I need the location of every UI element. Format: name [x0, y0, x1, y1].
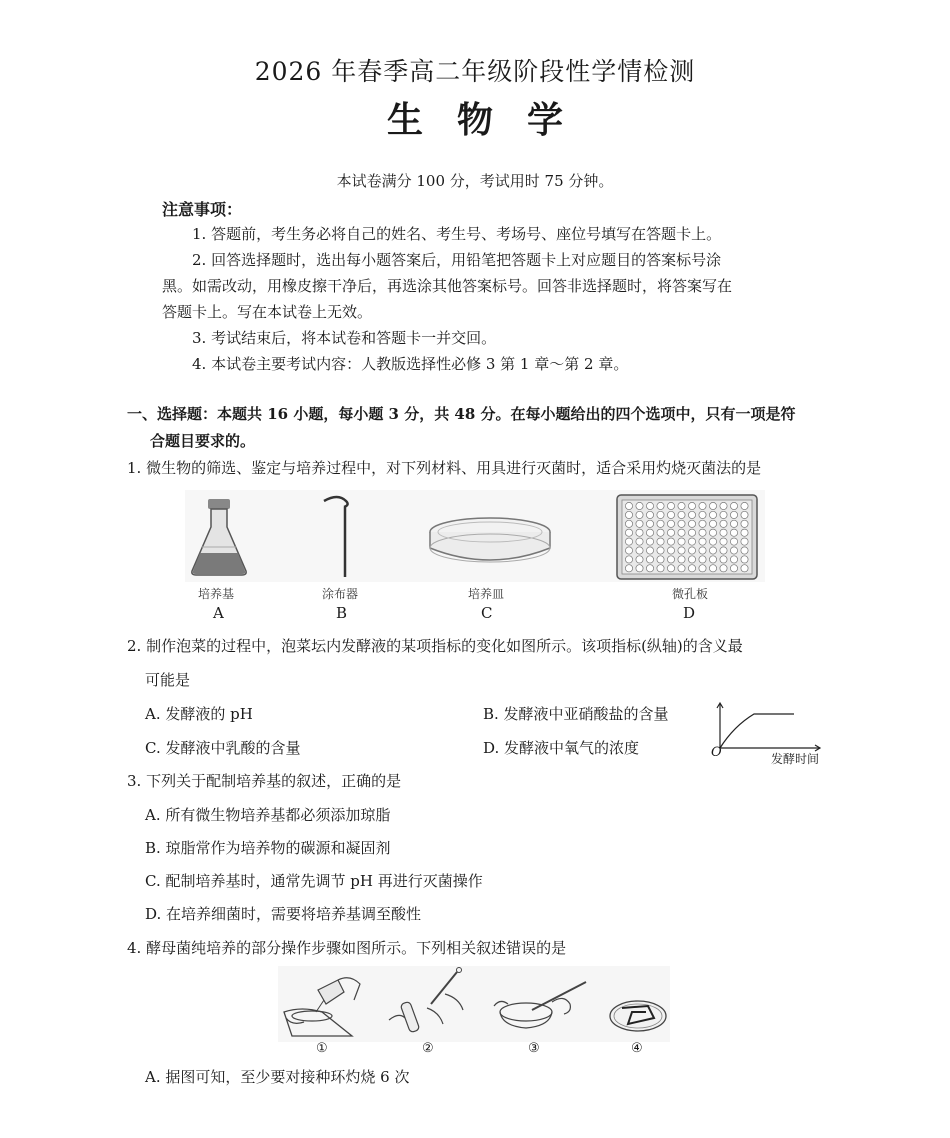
microplate-well: [720, 538, 727, 545]
microplate-well: [657, 556, 664, 563]
microplate-well: [657, 529, 664, 536]
microplate-well: [688, 502, 695, 509]
microplate-well: [720, 565, 727, 572]
q2-option-a: A. 发酵液的 pH: [145, 705, 253, 723]
microplate-well: [699, 556, 706, 563]
microplate-well: [667, 511, 674, 518]
microplate-well: [667, 529, 674, 536]
notice-item-4: 4. 本试卷主要考试内容：人教版选择性必修 3 第 1 章～第 2 章。: [192, 355, 629, 373]
q4-step-2: ②: [422, 1041, 434, 1056]
microplate-well: [678, 538, 685, 545]
microplate-well: [667, 502, 674, 509]
microplate-well: [699, 547, 706, 554]
microplate-well: [730, 565, 737, 572]
microplate-well: [636, 511, 643, 518]
microplate-well: [657, 538, 664, 545]
microplate-well: [657, 502, 664, 509]
microplate-well: [646, 511, 653, 518]
microplate-well: [678, 547, 685, 554]
microplate-well: [730, 502, 737, 509]
section-heading-line-1: 一、选择题：本题共 16 小题，每小题 3 分，共 48 分。在每小题给出的四个选项中，只有一项是符: [127, 405, 796, 423]
microplate-well: [636, 538, 643, 545]
microplate-well: [709, 520, 716, 527]
spreader-icon: [318, 495, 358, 579]
microplate-well: [678, 502, 685, 509]
exam-title: 2026 年春季高二年级阶段性学情检测: [254, 57, 696, 86]
microplate-well: [741, 502, 748, 509]
microplate-well: [720, 520, 727, 527]
microplate-well: [741, 547, 748, 554]
q2-stem-line-2: 可能是: [145, 671, 191, 689]
microplate-well: [646, 565, 653, 572]
q2-option-c: C. 发酵液中乳酸的含量: [145, 739, 301, 757]
microplate-well: [688, 565, 695, 572]
microplate-well: [699, 538, 706, 545]
q3-option-d: D. 在培养细菌时，需要将培养基调至酸性: [145, 905, 422, 923]
microplate-well: [709, 502, 716, 509]
microplate-well: [730, 511, 737, 518]
microplate-well: [667, 547, 674, 554]
q1-option-b: B: [336, 604, 348, 622]
microplate-well: [688, 547, 695, 554]
microplate-well: [741, 511, 748, 518]
microplate-well: [625, 538, 632, 545]
q4-step-1: ①: [316, 1041, 328, 1056]
q3-option-c: C. 配制培养基时，通常先调节 pH 再进行灭菌操作: [145, 872, 483, 890]
q4-option-a: A. 据图可知，至少要对接种环灼烧 6 次: [145, 1068, 410, 1086]
microplate-well: [625, 529, 632, 536]
microplate-well: [625, 520, 632, 527]
subject-title: 生物学: [386, 99, 597, 141]
q4-step-4: ④: [631, 1041, 643, 1056]
microplate-icon: [616, 494, 758, 580]
microplate-well: [730, 529, 737, 536]
q4-stem: 4. 酵母菌纯培养的部分操作步骤如图所示。下列相关叙述错误的是: [127, 939, 567, 957]
microplate-well: [678, 556, 685, 563]
q2-stem-line-1: 2. 制作泡菜的过程中，泡菜坛内发酵液的某项指标的变化如图所示。该项指标(纵轴)的含义最: [127, 637, 743, 655]
microplate-well: [699, 511, 706, 518]
microplate-well: [678, 529, 685, 536]
q1-caption-a: 培养基: [198, 587, 235, 601]
microplate-well: [688, 556, 695, 563]
q1-option-c: C: [481, 604, 493, 622]
q1-caption-d: 微孔板: [672, 587, 709, 601]
microplate-well: [741, 556, 748, 563]
petri-dish-icon: [425, 510, 555, 570]
microplate-well: [709, 511, 716, 518]
microplate-well: [741, 538, 748, 545]
microplate-well: [678, 511, 685, 518]
microplate-well: [741, 520, 748, 527]
q1-option-d: D: [683, 604, 696, 622]
microplate-well: [678, 520, 685, 527]
q2-graph-xlabel: 发酵时间: [771, 752, 820, 766]
microplate-well: [699, 565, 706, 572]
microplate-well: [720, 547, 727, 554]
microplate-well: [709, 538, 716, 545]
microplate-well: [720, 556, 727, 563]
q1-caption-b: 涂布器: [322, 587, 359, 601]
step1-pouring-icon: [282, 970, 372, 1040]
microplate-well: [678, 565, 685, 572]
q1-caption-c: 培养皿: [468, 587, 505, 601]
microplate-well: [636, 547, 643, 554]
notice-heading: 注意事项：: [162, 200, 243, 219]
step4-streaked-plate-icon: [608, 998, 668, 1036]
microplate-well: [657, 511, 664, 518]
microplate-well: [636, 529, 643, 536]
q1-option-a: A: [213, 604, 224, 622]
microplate-well: [709, 565, 716, 572]
microplate-well: [625, 502, 632, 509]
microplate-well: [636, 502, 643, 509]
q2-graph: [712, 702, 822, 752]
step3-streaking-icon: [492, 976, 592, 1038]
microplate-well: [646, 520, 653, 527]
microplate-well: [646, 556, 653, 563]
exam-info: 本试卷满分 100 分，考试用时 75 分钟。: [336, 172, 614, 190]
microplate-well: [657, 547, 664, 554]
notice-item-3: 3. 考试结束后，将本试卷和答题卡一并交回。: [192, 329, 497, 347]
microplate-well: [709, 529, 716, 536]
microplate-well: [720, 502, 727, 509]
notice-item-2-line-3: 答题卡上。写在本试卷上无效。: [162, 303, 373, 321]
q2-curve: [720, 714, 794, 748]
microplate-well: [688, 529, 695, 536]
microplate-well: [667, 538, 674, 545]
microplate-well: [625, 547, 632, 554]
microplate-well: [625, 556, 632, 563]
microplate-well: [730, 556, 737, 563]
microplate-well: [720, 529, 727, 536]
q1-stem: 1. 微生物的筛选、鉴定与培养过程中，对下列材料、用具进行灭菌时，适合采用灼烧灭菌法的是: [127, 459, 762, 477]
microplate-well: [688, 511, 695, 518]
microplate-well: [688, 538, 695, 545]
flask-icon: [188, 497, 250, 577]
q2-option-b: B. 发酵液中亚硝酸盐的含量: [483, 705, 669, 723]
step2-tube-loop-icon: [383, 968, 473, 1040]
q2-graph-origin: O: [711, 745, 722, 760]
microplate-well: [646, 502, 653, 509]
microplate-well: [657, 565, 664, 572]
microplate-well: [709, 547, 716, 554]
notice-item-1: 1. 答题前，考生务必将自己的姓名、考生号、考场号、座位号填写在答题卡上。: [192, 225, 722, 243]
microplate-well: [636, 565, 643, 572]
microplate-well: [730, 538, 737, 545]
microplate-well: [625, 565, 632, 572]
microplate-well: [741, 529, 748, 536]
q3-stem: 3. 下列关于配制培养基的叙述，正确的是: [127, 772, 402, 790]
section-heading-line-2: 合题目要求的。: [150, 432, 256, 450]
q3-option-a: A. 所有微生物培养基都必须添加琼脂: [145, 806, 391, 824]
notice-item-2-line-2: 黑。如需改动，用橡皮擦干净后，再选涂其他答案标号。回答非选择题时，将答案写在: [162, 277, 733, 295]
microplate-well: [657, 520, 664, 527]
microplate-well: [667, 565, 674, 572]
notice-item-2-line-1: 2. 回答选择题时，选出每小题答案后，用铅笔把答题卡上对应题目的答案标号涂: [192, 251, 722, 269]
microplate-well: [636, 520, 643, 527]
microplate-well: [688, 520, 695, 527]
microplate-well: [699, 529, 706, 536]
microplate-well: [709, 556, 716, 563]
microplate-well: [646, 538, 653, 545]
microplate-well: [667, 520, 674, 527]
microplate-well: [636, 556, 643, 563]
microplate-well: [646, 547, 653, 554]
microplate-well: [699, 520, 706, 527]
microplate-well: [730, 520, 737, 527]
microplate-well: [625, 511, 632, 518]
microplate-well: [720, 511, 727, 518]
microplate-well: [741, 565, 748, 572]
microplate-well: [646, 529, 653, 536]
microplate-well: [699, 502, 706, 509]
microplate-well: [730, 547, 737, 554]
q2-option-d: D. 发酵液中氧气的浓度: [483, 739, 640, 757]
q4-step-3: ③: [528, 1041, 540, 1056]
q3-option-b: B. 琼脂常作为培养物的碳源和凝固剂: [145, 839, 391, 857]
microplate-well: [667, 556, 674, 563]
